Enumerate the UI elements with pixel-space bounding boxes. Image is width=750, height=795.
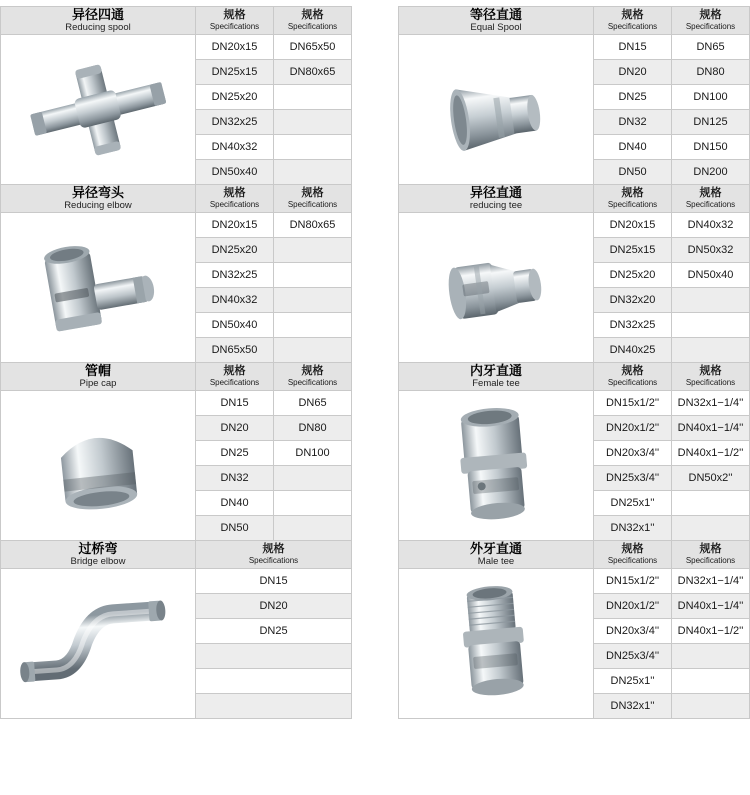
spec-cell	[672, 338, 750, 363]
spec-header-cn: 规格	[621, 543, 644, 555]
spec-column-header-1	[594, 541, 672, 569]
spec-cell: DN25x15	[594, 238, 672, 263]
spec-column-header-1	[594, 7, 672, 35]
spec-cell	[196, 669, 352, 694]
spec-cell: DN200	[672, 160, 750, 185]
column-gap	[352, 184, 398, 362]
spec-cell: DN20x15	[196, 35, 274, 60]
reducing-straight-coupling-icon	[421, 228, 571, 348]
spec-cell: DN40x32	[196, 135, 274, 160]
spec-cell	[196, 644, 352, 669]
spec-cell	[274, 338, 352, 363]
spec-cell: DN80	[672, 60, 750, 85]
spec-cell: DN15x1/2''	[594, 569, 672, 594]
spec-cell: DN100	[274, 441, 352, 466]
spec-cell: DN25x1''	[594, 669, 672, 694]
spec-cell: DN20x1/2''	[594, 416, 672, 441]
spec-column-header-1	[196, 185, 274, 213]
spec-cell: DN32x1−1/4''	[672, 391, 750, 416]
spec-cell	[196, 694, 352, 719]
product-card-pipe-cap	[0, 362, 352, 540]
spec-cell	[672, 644, 750, 669]
spec-cell: DN80x65	[274, 213, 352, 238]
spec-cell: DN25	[196, 441, 274, 466]
spec-cell: DN40	[594, 135, 672, 160]
spec-cell: DN25x3/4''	[594, 644, 672, 669]
spec-cell: DN40x1−1/2''	[672, 619, 750, 644]
spec-cell: DN32	[594, 110, 672, 135]
product-table	[398, 362, 750, 541]
spec-cell: DN65x50	[196, 338, 274, 363]
spec-cell: DN50	[594, 160, 672, 185]
spec-cell	[274, 110, 352, 135]
spec-cell: DN50	[196, 516, 274, 541]
spec-cell: DN40x32	[672, 213, 750, 238]
spec-header-en: Specifications	[209, 22, 260, 31]
product-card-male-tee	[398, 540, 750, 718]
product-name-cn: 等径直通	[469, 7, 522, 22]
product-table	[0, 6, 352, 185]
pipe-cap-fitting-icon	[28, 406, 168, 526]
product-card-equal-spool	[398, 6, 750, 184]
product-name-en: Male tee	[477, 556, 515, 567]
spec-header-en: Specifications	[607, 556, 658, 565]
spec-header-cn: 规格	[621, 365, 644, 377]
product-title	[1, 7, 196, 35]
spec-cell: DN65x50	[274, 35, 352, 60]
spec-cell: DN20	[594, 60, 672, 85]
equal-coupling-fitting-icon	[421, 50, 571, 170]
product-name-cn: 异径四通	[71, 7, 124, 22]
spec-cell: DN32x20	[594, 288, 672, 313]
spec-cell	[672, 491, 750, 516]
spec-cell: DN25x3/4''	[594, 466, 672, 491]
spec-cell	[274, 263, 352, 288]
spec-header-en: Specifications	[685, 200, 736, 209]
product-grid	[0, 6, 750, 718]
product-image-pipe-cap	[1, 391, 196, 541]
product-image-female-coupling	[399, 391, 594, 541]
product-title	[399, 541, 594, 569]
spec-cell: DN25x20	[196, 85, 274, 110]
spec-column-header-1	[594, 185, 672, 213]
spec-cell: DN100	[672, 85, 750, 110]
spec-cell: DN15	[594, 35, 672, 60]
spec-cell: DN20x3/4''	[594, 441, 672, 466]
spec-cell: DN32x1''	[594, 516, 672, 541]
spec-cell: DN40x1−1/4''	[672, 416, 750, 441]
product-name-cn: 异径直通	[469, 185, 522, 200]
product-name-en: Female tee	[472, 378, 520, 389]
spec-cell: DN40x1−1/4''	[672, 594, 750, 619]
product-name-en: Reducing elbow	[64, 200, 132, 211]
reducing-cross-fitting-icon	[11, 50, 186, 170]
spec-header-cn: 规格	[301, 9, 324, 21]
product-table	[0, 184, 352, 363]
spec-cell: DN20	[196, 594, 352, 619]
product-card-reducing-tee	[398, 184, 750, 362]
spec-cell	[672, 516, 750, 541]
spec-cell	[672, 313, 750, 338]
product-title	[1, 185, 196, 213]
spec-column-header-2	[672, 7, 750, 35]
product-image-male-coupling	[399, 569, 594, 719]
product-name-en: Bridge elbow	[70, 556, 126, 567]
spec-cell: DN32x1−1/4''	[672, 569, 750, 594]
column-gap	[352, 6, 398, 184]
spec-column-header-2	[274, 363, 352, 391]
product-table	[398, 184, 750, 363]
spec-cell: DN125	[672, 110, 750, 135]
spec-cell: DN65	[274, 391, 352, 416]
product-card-female-tee	[398, 362, 750, 540]
spec-cell: DN15	[196, 569, 352, 594]
spec-header-cn: 规格	[699, 9, 722, 21]
product-table	[0, 362, 352, 541]
spec-cell	[672, 669, 750, 694]
spec-cell	[274, 516, 352, 541]
spec-cell: DN25x15	[196, 60, 274, 85]
spec-cell: DN50x2''	[672, 466, 750, 491]
product-name-en: reducing tee	[469, 200, 523, 211]
spec-column-header-1	[196, 7, 274, 35]
product-title	[1, 363, 196, 391]
spec-header-en: Specifications	[607, 22, 658, 31]
spec-header-cn: 规格	[699, 187, 722, 199]
spec-cell: DN40x32	[196, 288, 274, 313]
product-table	[0, 540, 352, 719]
spec-header-cn: 规格	[699, 543, 722, 555]
spec-cell: DN20x15	[196, 213, 274, 238]
product-title	[399, 185, 594, 213]
spec-cell: DN80x65	[274, 60, 352, 85]
product-name-cn: 异径弯头	[71, 185, 124, 200]
spec-cell: DN40x25	[594, 338, 672, 363]
spec-cell: DN32x25	[196, 110, 274, 135]
product-name-cn: 外牙直通	[469, 541, 522, 556]
spec-header-en: Specifications	[685, 556, 736, 565]
bridge-elbow-fitting-icon	[11, 589, 186, 699]
spec-cell: DN20x3/4''	[594, 619, 672, 644]
product-card-bridge-elbow	[0, 540, 352, 718]
male-thread-coupling-icon	[431, 583, 561, 705]
spec-header-cn: 规格	[223, 9, 246, 21]
spec-cell: DN50x40	[672, 263, 750, 288]
product-name-cn: 内牙直通	[469, 363, 522, 378]
spec-column-header-2	[672, 185, 750, 213]
spec-cell: DN20x1/2''	[594, 594, 672, 619]
spec-cell: DN32x25	[196, 263, 274, 288]
spec-cell	[274, 288, 352, 313]
spec-cell	[672, 694, 750, 719]
spec-cell: DN25	[196, 619, 352, 644]
spec-cell: DN20x15	[594, 213, 672, 238]
product-name-en: Reducing spool	[65, 22, 131, 33]
spec-header-cn: 规格	[301, 365, 324, 377]
product-name-cn: 过桥弯	[78, 541, 118, 556]
spec-cell: DN32x25	[594, 313, 672, 338]
spec-cell	[672, 288, 750, 313]
spec-cell	[274, 313, 352, 338]
spec-header-cn: 规格	[223, 365, 246, 377]
spec-cell: DN40	[196, 491, 274, 516]
product-card-reducing-elbow	[0, 184, 352, 362]
spec-header-en: Specifications	[607, 200, 658, 209]
spec-cell: DN65	[672, 35, 750, 60]
spec-column-header-1	[196, 541, 352, 569]
product-name-en: Pipe cap	[79, 378, 117, 389]
spec-cell: DN50x40	[196, 313, 274, 338]
spec-column-header-2	[672, 541, 750, 569]
spec-header-cn: 规格	[621, 9, 644, 21]
column-gap	[352, 540, 398, 718]
column-gap	[352, 362, 398, 540]
spec-cell: DN32x1''	[594, 694, 672, 719]
spec-header-en: Specifications	[209, 378, 260, 387]
spec-cell: DN15x1/2''	[594, 391, 672, 416]
spec-column-header-1	[594, 363, 672, 391]
spec-column-header-2	[274, 185, 352, 213]
spec-cell: DN25x1''	[594, 491, 672, 516]
spec-cell: DN15	[196, 391, 274, 416]
spec-header-en: Specifications	[287, 22, 338, 31]
product-name-en: Equal Spool	[470, 22, 522, 33]
spec-cell: DN80	[274, 416, 352, 441]
product-image-reducing-cross	[1, 35, 196, 185]
spec-cell: DN40x1−1/2''	[672, 441, 750, 466]
spec-column-header-1	[196, 363, 274, 391]
spec-cell: DN25	[594, 85, 672, 110]
spec-header-en: Specifications	[209, 200, 260, 209]
reducing-elbow-fitting-icon	[18, 228, 178, 348]
spec-header-en: Specifications	[685, 22, 736, 31]
spec-header-cn: 规格	[262, 543, 285, 555]
product-title	[399, 363, 594, 391]
spec-header-cn: 规格	[223, 187, 246, 199]
spec-header-cn: 规格	[621, 187, 644, 199]
product-image-equal-coupling	[399, 35, 594, 185]
spec-cell	[274, 491, 352, 516]
product-image-reducing-elbow	[1, 213, 196, 363]
spec-cell: DN50x40	[196, 160, 274, 185]
spec-cell	[274, 85, 352, 110]
spec-column-header-2	[672, 363, 750, 391]
spec-cell: DN32	[196, 466, 274, 491]
spec-cell: DN20	[196, 416, 274, 441]
spec-cell	[274, 466, 352, 491]
spec-cell	[274, 135, 352, 160]
spec-cell: DN25x20	[594, 263, 672, 288]
spec-header-cn: 规格	[301, 187, 324, 199]
spec-header-en: Specifications	[287, 200, 338, 209]
product-name-cn: 管帽	[84, 363, 111, 378]
product-title	[399, 7, 594, 35]
product-table	[398, 6, 750, 185]
product-image-reducing-coupling	[399, 213, 594, 363]
spec-column-header-2	[274, 7, 352, 35]
product-image-bridge-elbow	[1, 569, 196, 719]
spec-cell: DN25x20	[196, 238, 274, 263]
spec-cell: DN150	[672, 135, 750, 160]
product-card-reducing-spool	[0, 6, 352, 184]
spec-header-en: Specifications	[685, 378, 736, 387]
spec-header-cn: 规格	[699, 365, 722, 377]
spec-cell	[274, 238, 352, 263]
product-table	[398, 540, 750, 719]
spec-cell	[274, 160, 352, 185]
product-title	[1, 541, 196, 569]
female-thread-coupling-icon	[431, 405, 561, 527]
spec-cell: DN50x32	[672, 238, 750, 263]
spec-header-en: Specifications	[248, 556, 299, 565]
spec-header-en: Specifications	[287, 378, 338, 387]
spec-header-en: Specifications	[607, 378, 658, 387]
